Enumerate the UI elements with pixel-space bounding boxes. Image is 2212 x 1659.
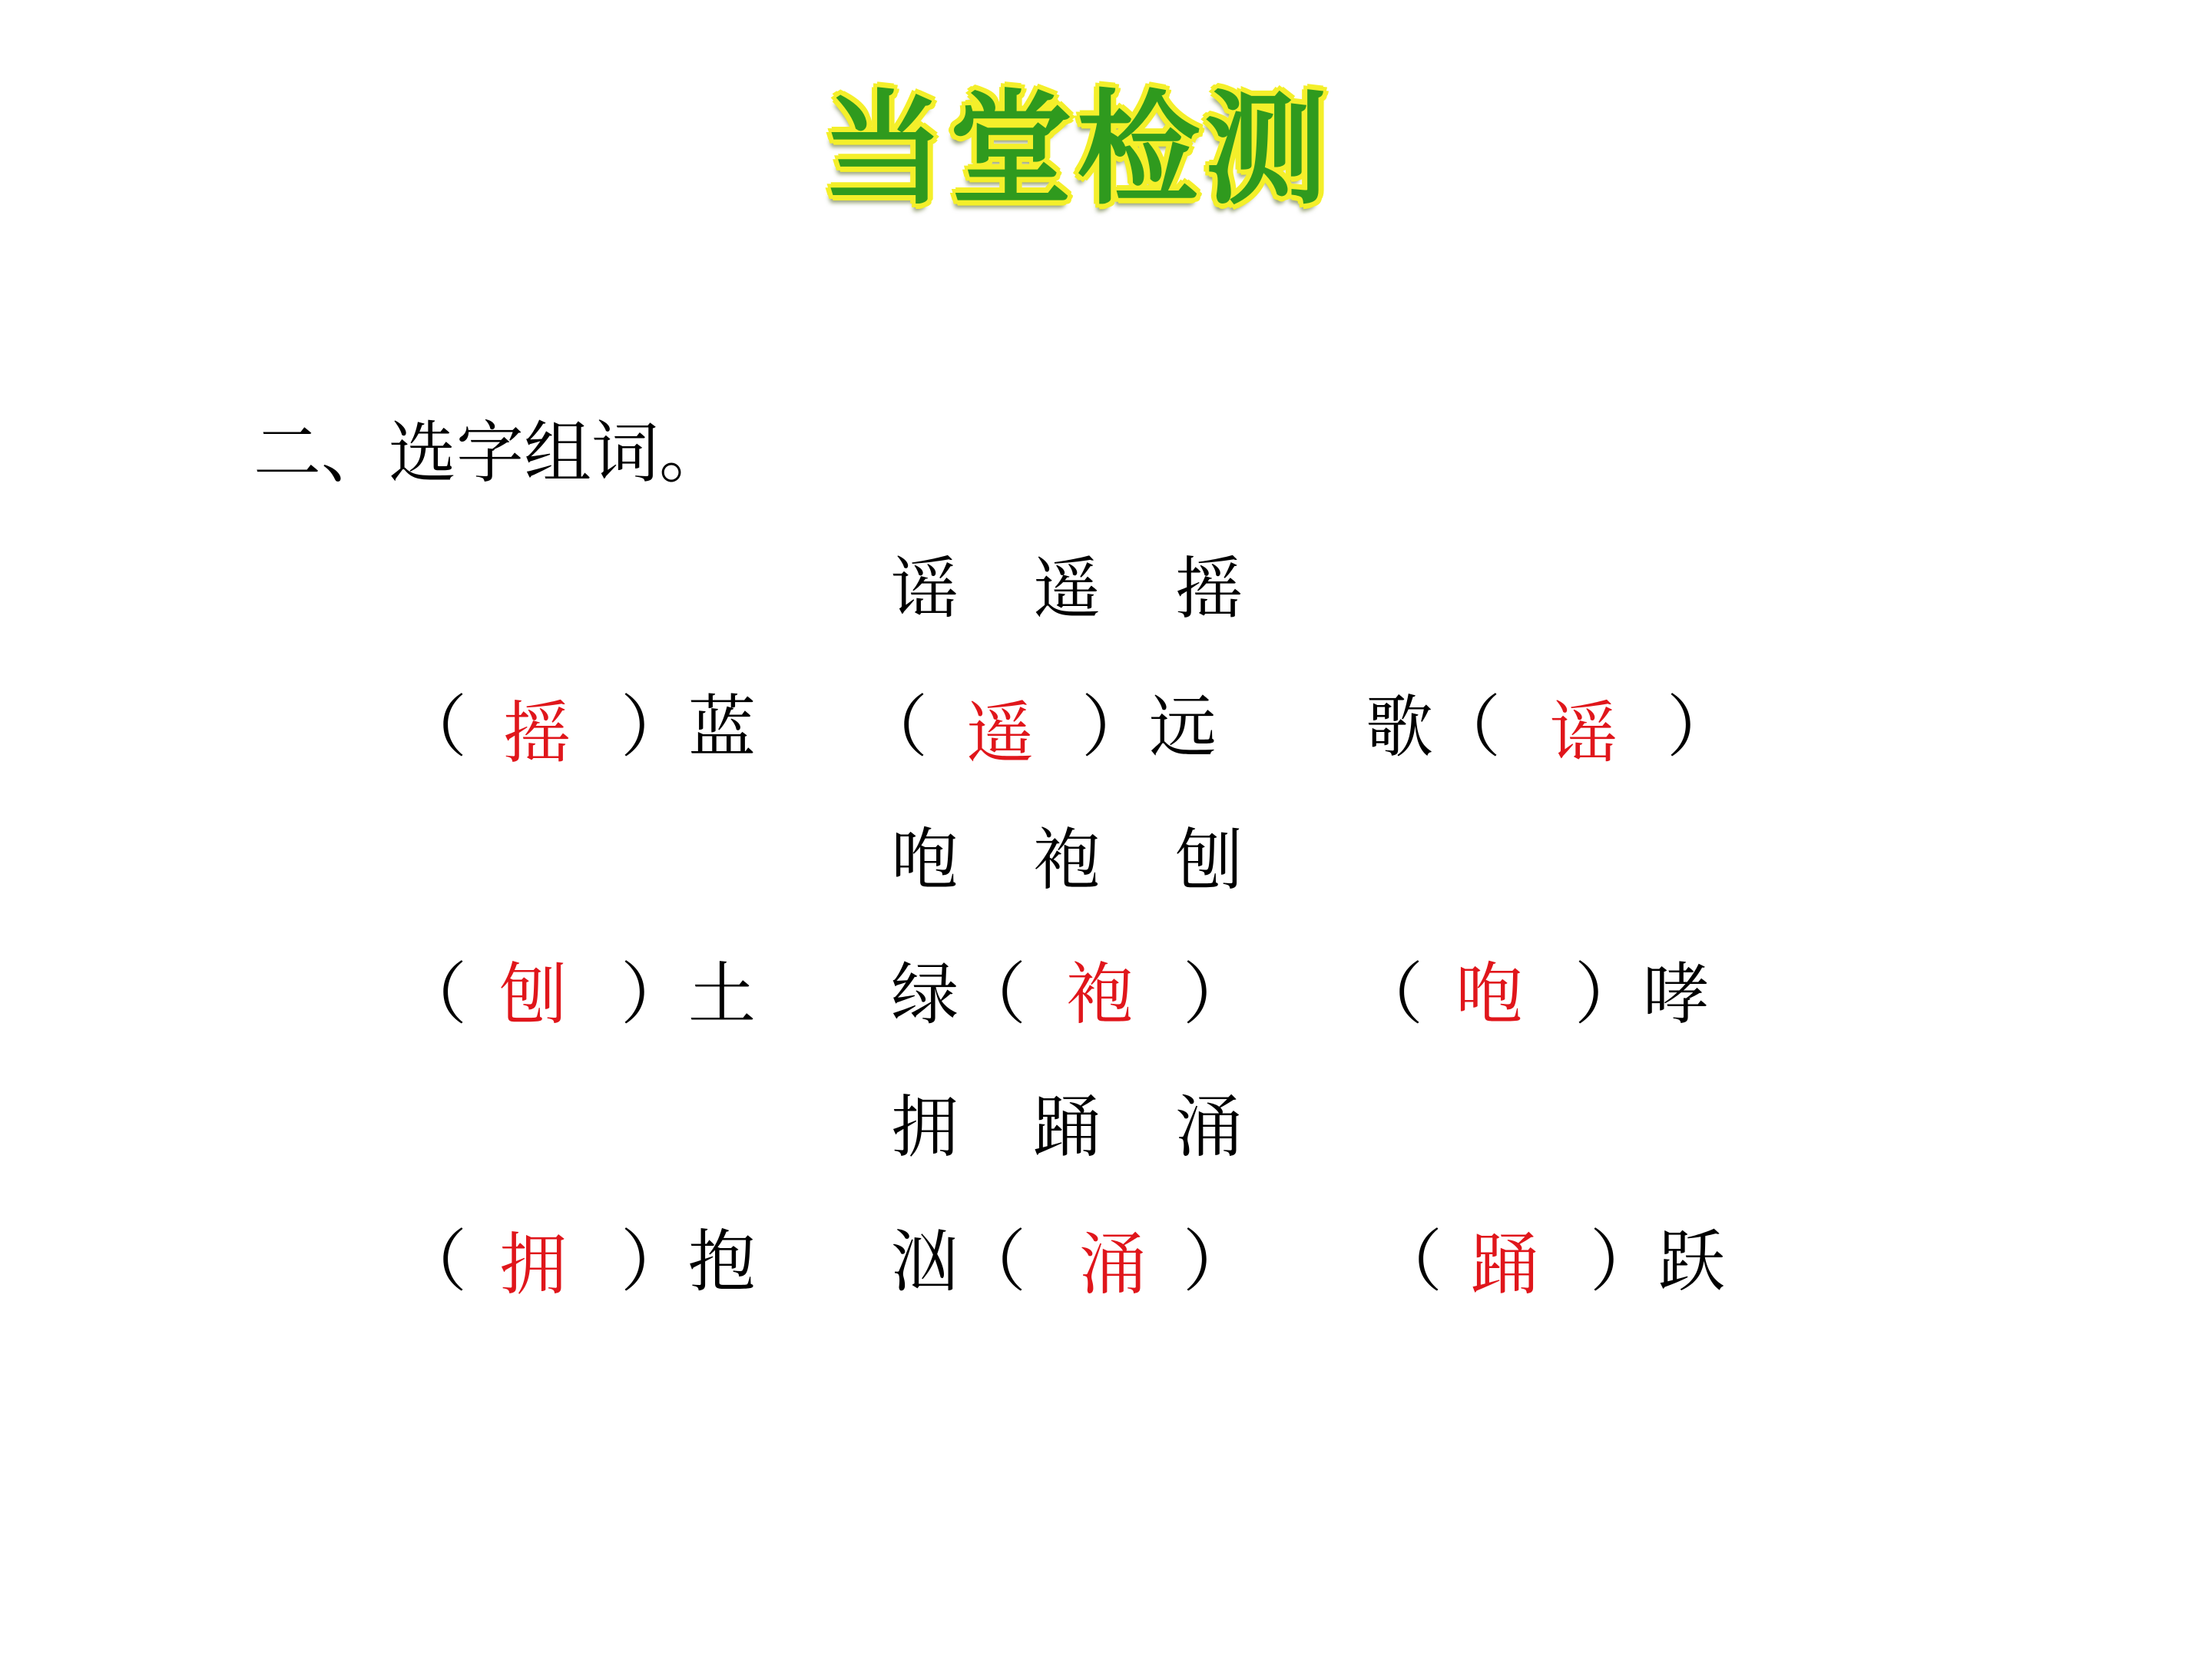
word-suffix: ）抱 — [621, 1222, 757, 1301]
word-suffix: ）跃 — [1590, 1222, 1726, 1301]
paren-open: （ — [1375, 1222, 1443, 1301]
answer-char: 袍 — [1066, 955, 1134, 1034]
answer-char: 涌 — [1079, 1225, 1147, 1304]
paren-open: （ — [399, 687, 468, 767]
answer-char: 刨 — [499, 955, 568, 1034]
answer-char: 摇 — [503, 694, 571, 773]
word-suffix: ）远 — [1081, 687, 1217, 767]
word-suffix: ）蓝 — [621, 687, 757, 767]
word-prefix: 绿（ — [891, 955, 1027, 1034]
slide-title: 当堂检测 — [822, 78, 1333, 221]
choice-char: 踊 — [1033, 1088, 1101, 1167]
paren-open: （ — [399, 1222, 468, 1301]
choice-char: 摇 — [1175, 549, 1243, 628]
answer-char: 踊 — [1471, 1225, 1539, 1304]
choice-char: 谣 — [891, 549, 959, 628]
choice-char: 袍 — [1033, 820, 1101, 899]
choice-char: 拥 — [891, 1088, 959, 1167]
word-suffix: ）土 — [621, 955, 757, 1034]
answer-char: 咆 — [1455, 955, 1524, 1034]
paren-open: （ — [860, 687, 929, 767]
word-prefix: 歌（ — [1366, 687, 1502, 767]
word-prefix: 汹（ — [891, 1222, 1027, 1301]
answer-char: 拥 — [499, 1225, 568, 1304]
paren-open: （ — [399, 955, 468, 1034]
paren-close: ） — [1667, 687, 1735, 767]
choice-char: 涌 — [1175, 1088, 1243, 1167]
choice-char: 咆 — [891, 820, 959, 899]
word-suffix: ）哮 — [1575, 955, 1710, 1034]
section-heading: 二、选字组词。 — [253, 413, 727, 492]
paren-close: ） — [1183, 955, 1251, 1034]
answer-char: 谣 — [1550, 694, 1618, 773]
paren-open: （ — [1356, 955, 1424, 1034]
answer-char: 遥 — [966, 694, 1035, 773]
choice-char: 遥 — [1033, 549, 1101, 628]
choice-char: 刨 — [1175, 820, 1243, 899]
paren-close: ） — [1183, 1222, 1251, 1301]
